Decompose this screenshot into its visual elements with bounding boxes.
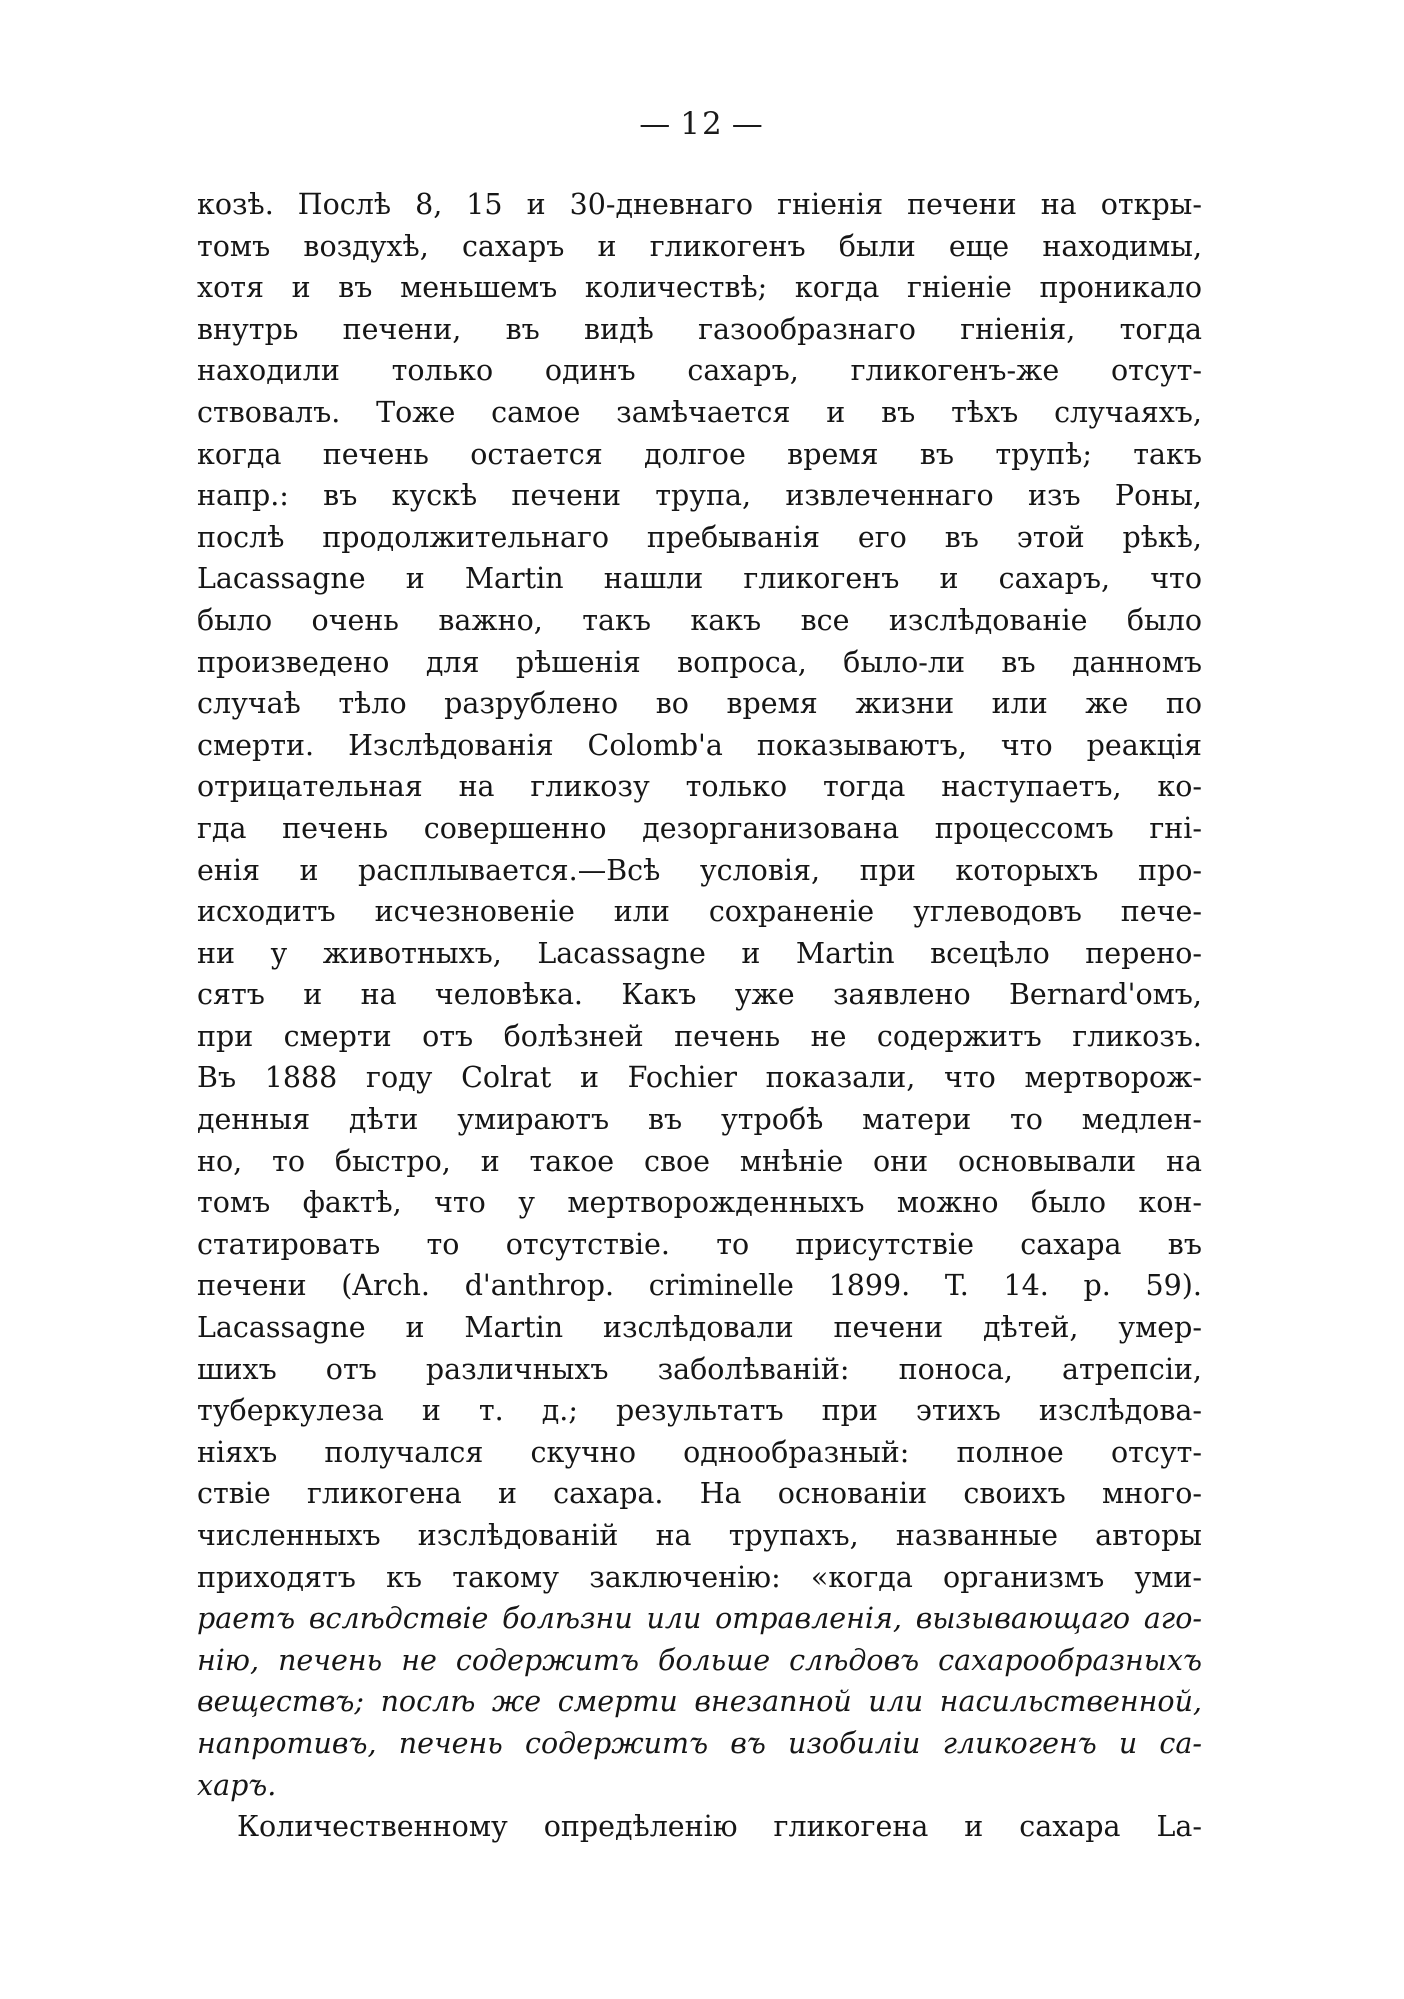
text-line: ни у животныхъ, Lacassagne и Martin всецѣло перено-: [197, 936, 1202, 970]
text-line: ствіе гликогена и сахара. На основаніи своихъ много-: [197, 1477, 1202, 1511]
quote-line: нію, печень не содержитъ больше слѣдовъ сахарообразныхъ: [197, 1643, 1202, 1677]
text-line: томъ фактѣ, что у мертворожденныхъ можно было кон-: [197, 1186, 1202, 1220]
text-line: произведено для рѣшенія вопроса, было-ли въ данномъ: [197, 645, 1202, 679]
quote-line: веществъ; послѣ же смерти внезапной или насильственной,: [197, 1685, 1202, 1719]
text-line: исходитъ исчезновеніе или сохраненіе углеводовъ пече-: [197, 895, 1202, 929]
text-line: ніяхъ получался скучно однообразный: полное отсут-: [197, 1435, 1202, 1469]
page-number-dash-left: —: [639, 106, 673, 142]
page-number: [0, 106, 1404, 142]
quote-line-end: харъ.: [197, 1768, 277, 1802]
text-line: денныя дѣти умираютъ въ утробѣ матери то медлен-: [197, 1103, 1202, 1137]
page-number-value: 12: [680, 106, 724, 142]
text-line: при смерти отъ болѣзней печень не содержитъ гликозъ.: [197, 1019, 1202, 1053]
text-line: смерти. Изслѣдованія Colomb'a показываютъ, что реакція: [197, 728, 1202, 762]
text-line: сятъ и на человѣка. Какъ уже заявлено Bernard'омъ,: [197, 978, 1202, 1012]
text-line: когда печень остается долгое время въ трупѣ; такъ: [197, 437, 1202, 471]
text-line: туберкулеза и т. д.; результатъ при этихъ изслѣдова-: [197, 1394, 1202, 1428]
text-line: енія и расплывается.—Всѣ условія, при которыхъ про-: [197, 853, 1202, 887]
page-number-dash-right: —: [731, 106, 765, 142]
text-line: но, то быстро, и такое свое мнѣніе они основывали на: [197, 1144, 1202, 1178]
text-line: томъ воздухѣ, сахаръ и гликогенъ были еще находимы,: [197, 229, 1202, 263]
text-line: было очень важно, такъ какъ все изслѣдованіе было: [197, 603, 1202, 637]
text-line: шихъ отъ различныхъ заболѣваній: поноса, атрепсіи,: [197, 1352, 1202, 1386]
text-line: численныхъ изслѣдованій на трупахъ, названные авторы: [197, 1519, 1202, 1552]
text-line: статировать то отсутствіе. то присутствіе сахара въ: [197, 1227, 1202, 1261]
text-line: приходятъ къ такому заключенію: «когда организмъ уми-: [197, 1560, 1202, 1594]
text-line: печени (Arch. d'anthrop. criminelle 1899. T. 14. p. 59).: [197, 1269, 1202, 1303]
text-line: внутрь печени, въ видѣ газообразнаго гніенія, тогда: [197, 312, 1202, 346]
text-line: случаѣ тѣло разрублено во время жизни или же по: [197, 687, 1202, 721]
text-line: гда печень совершенно дезорганизована процессомъ гні-: [197, 811, 1202, 845]
text-line: ствовалъ. Тоже самое замѣчается и въ тѣхъ случаяхъ,: [197, 395, 1202, 429]
paragraph-start-line: Количественному опредѣленію гликогена и сахара La-: [237, 1810, 1202, 1844]
text-line: козѣ. Послѣ 8, 15 и 30-дневнаго гніенія печени на откры-: [197, 188, 1202, 221]
body-text: [197, 184, 1202, 1848]
text-line: напр.: въ кускѣ печени трупа, извлеченнаго изъ Роны,: [197, 479, 1202, 513]
quote-line: напротивъ, печень содержитъ въ изобиліи гликогенъ и са-: [197, 1726, 1202, 1760]
text-line: находили только одинъ сахаръ, гликогенъ-же отсут-: [197, 354, 1202, 388]
quote-line: раетъ вслѣдствіе болѣзни или отравленія, вызывающаго аго-: [197, 1602, 1202, 1636]
text-line: отрицательная на гликозу только тогда наступаетъ, ко-: [197, 770, 1202, 804]
text-line: Lacassagne и Martin нашли гликогенъ и сахаръ, что: [197, 562, 1202, 596]
text-line: хотя и въ меньшемъ количествѣ; когда гніеніе проникало: [197, 271, 1202, 305]
text-line: Lacassagne и Martin изслѣдовали печени дѣтей, умер-: [197, 1311, 1202, 1345]
text-line: Въ 1888 году Colrat и Fochier показали, что мертворож-: [197, 1061, 1202, 1095]
text-line: послѣ продолжительнаго пребыванія его въ этой рѣкѣ,: [197, 520, 1202, 554]
